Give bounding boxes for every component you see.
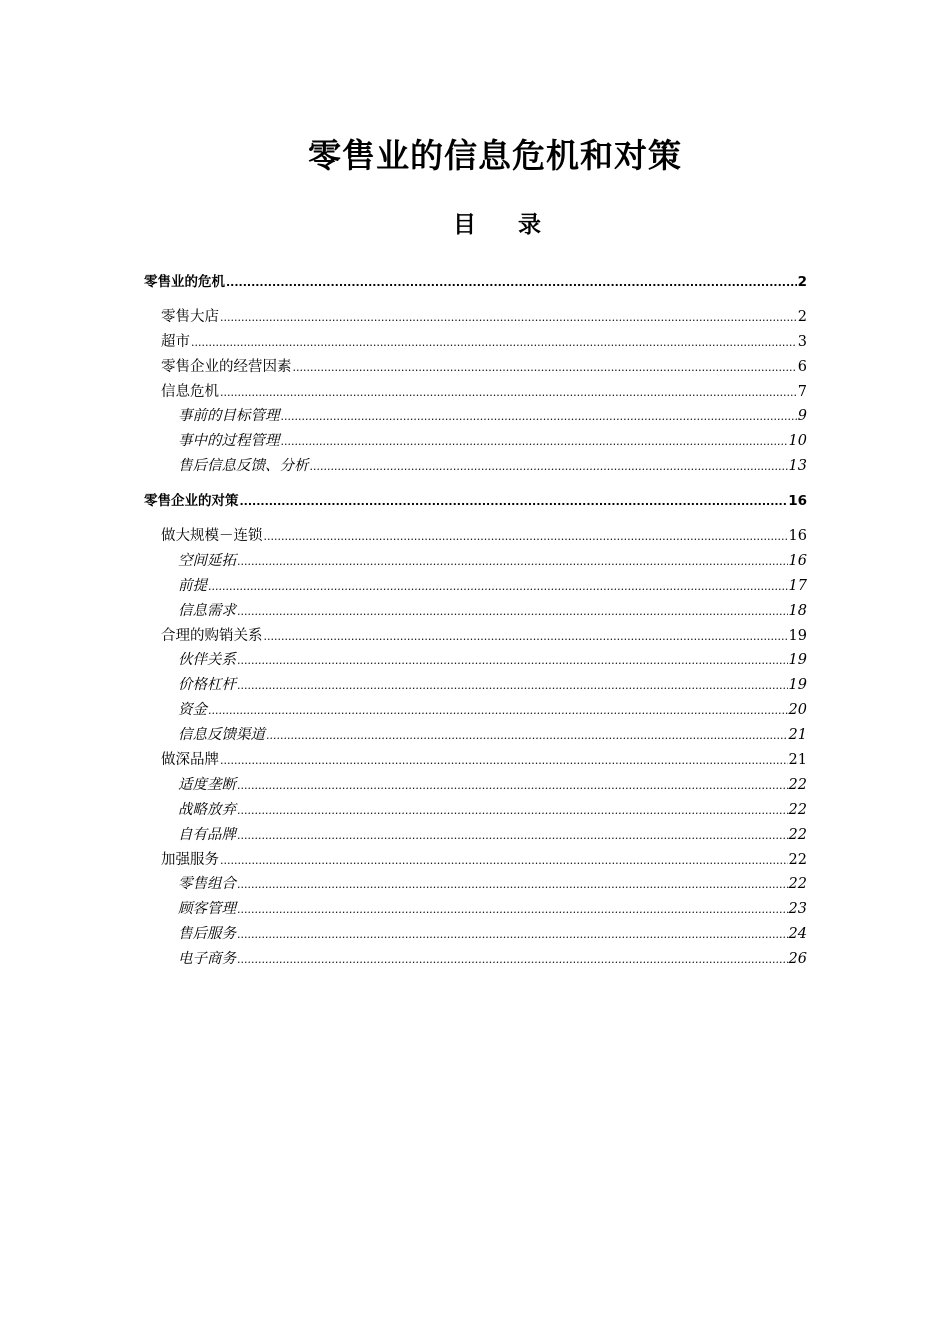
toc-entry-label: 零售企业的对策: [144, 489, 239, 509]
toc-entry-label: 信息需求: [178, 599, 236, 620]
toc-entry-page: 22: [788, 851, 807, 868]
toc-entry-label: 零售大店: [161, 305, 219, 326]
toc-entry-label: 电子商务: [178, 947, 236, 968]
toc-entry-page: 23: [788, 901, 807, 918]
toc-leader-dots: [237, 654, 788, 667]
toc-leader-dots: [237, 804, 788, 817]
toc-entry[interactable]: [144, 524, 807, 549]
toc-entry-page: 18: [788, 602, 807, 619]
toc-leader-dots: [264, 630, 788, 643]
toc-entry-page: 3: [797, 333, 807, 350]
toc-heading: [0, 206, 950, 239]
toc-leader-dots: [237, 928, 788, 941]
toc-entry[interactable]: [144, 823, 807, 848]
toc-entry-page: 24: [788, 926, 807, 943]
toc-entry[interactable]: [144, 698, 807, 723]
toc-leader-dots: [220, 754, 788, 767]
toc-entry-label: 事前的目标管理: [178, 404, 280, 425]
toc-entry[interactable]: [144, 574, 807, 599]
toc-leader-dots: [264, 530, 788, 543]
toc-leader-dots: [237, 779, 788, 792]
toc-entry-label: 价格杠杆: [178, 673, 236, 694]
toc-entry-page: 17: [788, 577, 807, 594]
table-of-contents: [144, 270, 807, 972]
toc-entry[interactable]: [144, 624, 807, 649]
toc-heading-left: 目: [453, 212, 476, 238]
toc-entry-page: 19: [788, 652, 807, 669]
toc-entry-page: 22: [788, 776, 807, 793]
toc-leader-dots: [237, 953, 788, 966]
toc-entry-page: 10: [788, 433, 807, 450]
toc-leader-dots: [240, 495, 788, 508]
toc-entry-page: 13: [788, 458, 807, 475]
toc-entry[interactable]: [144, 673, 807, 698]
toc-entry-label: 合理的购销关系: [161, 624, 263, 645]
toc-leader-dots: [220, 854, 788, 867]
toc-entry[interactable]: [144, 454, 807, 479]
toc-entry-label: 信息危机: [161, 380, 219, 401]
toc-entry-label: 战略放弃: [178, 798, 236, 819]
toc-entry-page: 19: [788, 627, 807, 644]
toc-entry-label: 资金: [178, 698, 207, 719]
toc-entry[interactable]: [144, 748, 807, 773]
toc-entry-page: 26: [788, 951, 807, 968]
toc-entry-label: 售后信息反馈、分析: [178, 454, 309, 475]
toc-entry-label: 零售组合: [178, 872, 236, 893]
toc-entry-page: 22: [788, 876, 807, 893]
toc-entry[interactable]: [144, 897, 807, 922]
toc-entry[interactable]: [144, 305, 807, 330]
toc-leader-dots: [208, 704, 788, 717]
toc-entry-page: 20: [788, 702, 807, 719]
toc-leader-dots: [281, 410, 797, 423]
toc-entry[interactable]: [144, 947, 807, 972]
toc-entry[interactable]: [144, 549, 807, 574]
toc-entry-label: 自有品牌: [178, 823, 236, 844]
toc-leader-dots: [220, 311, 797, 324]
toc-entry-page: 21: [788, 752, 807, 769]
toc-leader-dots: [237, 555, 788, 568]
toc-leader-dots: [281, 435, 788, 448]
toc-entry-page: 2: [797, 308, 807, 325]
toc-entry[interactable]: [144, 798, 807, 823]
toc-entry-page: 6: [797, 358, 807, 375]
toc-leader-dots: [191, 336, 797, 349]
toc-entry-page: 21: [788, 727, 807, 744]
toc-entry[interactable]: [144, 773, 807, 798]
toc-entry-page: 22: [788, 801, 807, 818]
toc-entry-label: 适度垄断: [178, 773, 236, 794]
toc-entry-label: 空间延拓: [178, 549, 236, 570]
toc-entry-label: 零售业的危机: [144, 270, 225, 290]
toc-entry-page: 9: [797, 408, 807, 425]
toc-entry-label: 伙伴关系: [178, 648, 236, 669]
toc-entry-label: 售后服务: [178, 922, 236, 943]
toc-leader-dots: [237, 878, 788, 891]
toc-entry[interactable]: [144, 599, 807, 624]
toc-heading-right: 录: [518, 212, 541, 238]
toc-entry-label: 信息反馈渠道: [178, 723, 265, 744]
toc-entry[interactable]: [144, 404, 807, 429]
toc-entry-label: 前提: [178, 574, 207, 595]
toc-entry[interactable]: [144, 848, 807, 873]
toc-leader-dots: [226, 276, 797, 289]
toc-leader-dots: [208, 580, 788, 593]
toc-entry[interactable]: [144, 429, 807, 454]
toc-entry-page: 16: [788, 528, 807, 545]
toc-entry-label: 超市: [161, 330, 190, 351]
toc-entry-page: 16: [788, 493, 807, 510]
toc-entry[interactable]: [144, 355, 807, 380]
document-title: 零售业的信息危机和对策: [308, 136, 682, 175]
toc-entry-label: 顾客管理: [178, 897, 236, 918]
toc-entry-page: 22: [788, 826, 807, 843]
toc-entry[interactable]: [144, 489, 807, 514]
toc-entry[interactable]: [144, 922, 807, 947]
toc-entry-label: 加强服务: [161, 848, 219, 869]
toc-entry[interactable]: [144, 648, 807, 673]
toc-leader-dots: [237, 605, 788, 618]
toc-leader-dots: [266, 729, 788, 742]
toc-leader-dots: [237, 679, 788, 692]
toc-entry-page: 19: [788, 677, 807, 694]
toc-entry[interactable]: [144, 380, 807, 405]
toc-entry-label: 零售企业的经营因素: [161, 355, 292, 376]
toc-entry[interactable]: [144, 872, 807, 897]
toc-leader-dots: [237, 829, 788, 842]
toc-entry-page: 7: [797, 383, 807, 400]
toc-entry-page: 16: [788, 552, 807, 569]
toc-entry-label: 做大规模－连锁: [161, 524, 263, 545]
toc-entry[interactable]: [144, 270, 807, 295]
toc-leader-dots: [237, 903, 788, 916]
toc-entry[interactable]: [144, 330, 807, 355]
toc-entry-label: 做深品牌: [161, 748, 219, 769]
toc-entry-label: 事中的过程管理: [178, 429, 280, 450]
toc-leader-dots: [220, 386, 797, 399]
toc-leader-dots: [310, 460, 788, 473]
toc-entry[interactable]: [144, 723, 807, 748]
toc-leader-dots: [293, 361, 797, 374]
toc-entry-page: 2: [797, 274, 807, 290]
